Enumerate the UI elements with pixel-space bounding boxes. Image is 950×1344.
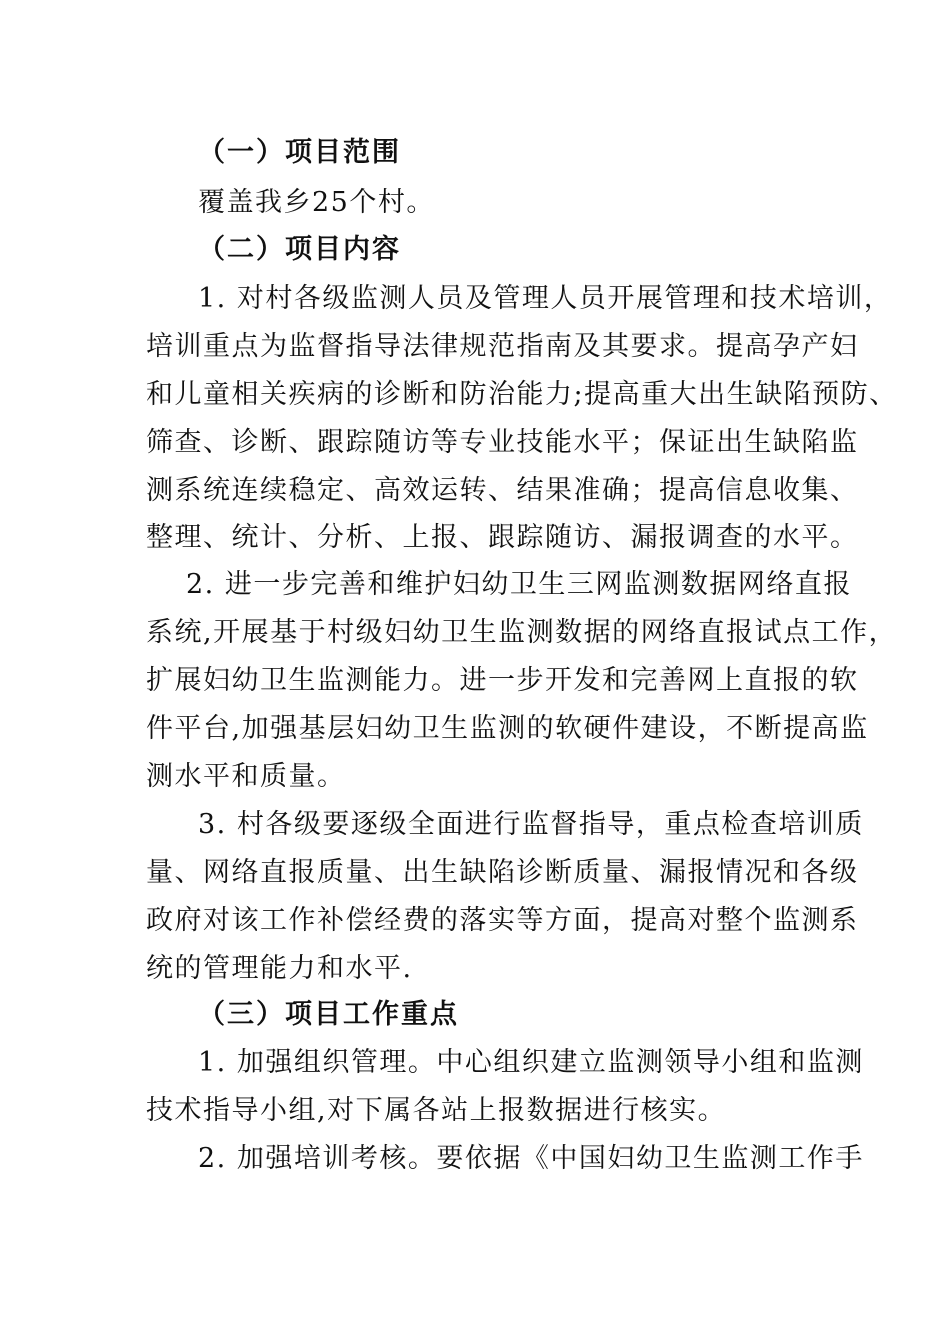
section2-item3-line4: 统的管理能力和水平. <box>146 953 413 984</box>
section2-heading: （二）项目内容 <box>198 234 401 265</box>
section3-item1-line2: 技术指导小组,对下属各站上报数据进行核实。 <box>146 1095 727 1126</box>
section3-item1-line1: 1. 加强组织管理。中心组织建立监测领导小组和监测 <box>198 1047 864 1078</box>
section3-item2-line1: 2. 加强培训考核。要依据《中国妇幼卫生监测工作手 <box>198 1143 864 1174</box>
section2-item2-line3: 扩展妇幼卫生监测能力。进一步开发和完善网上直报的软 <box>146 665 859 696</box>
section2-item3-line2: 量、网络直报质量、出生缺陷诊断质量、漏报情况和各级 <box>146 857 859 888</box>
section2-item2-line1: 2. 进一步完善和维护妇幼卫生三网监测数据网络直报 <box>186 569 852 600</box>
section2-item1-line2: 培训重点为监督指导法律规范指南及其要求。提高孕产妇 <box>146 331 859 362</box>
section2-item2-line4: 件平台,加强基层妇幼卫生监测的软硬件建设，不断提高监 <box>146 713 869 744</box>
section1-heading: （一）项目范围 <box>198 137 401 168</box>
section2-item1-line1: 1. 对村各级监测人员及管理人员开展管理和技术培训， <box>198 283 893 314</box>
section2-item1-line4: 筛查、诊断、跟踪随访等专业技能水平；保证出生缺陷监 <box>146 427 859 458</box>
section2-item1-line6: 整理、统计、分析、上报、跟踪随访、漏报调查的水平。 <box>146 522 859 553</box>
section2-item3-line1: 3. 村各级要逐级全面进行监督指导，重点检查培训质 <box>198 809 864 840</box>
section1-body: 覆盖我乡25个村。 <box>198 187 435 218</box>
section2-item2-line5: 测水平和质量。 <box>146 761 346 792</box>
section2-item3-line3: 政府对该工作补偿经费的落实等方面，提高对整个监测系 <box>146 905 859 936</box>
section3-heading: （三）项目工作重点 <box>198 999 459 1030</box>
section2-item2-line2: 系统,开展基于村级妇幼卫生监测数据的网络直报试点工作， <box>146 617 898 648</box>
section2-item1-line5: 测系统连续稳定、高效运转、结果准确；提高信息收集、 <box>146 475 859 506</box>
section2-item1-line3: 和儿童相关疾病的诊断和防治能力;提高重大出生缺陷预防、 <box>146 379 898 410</box>
